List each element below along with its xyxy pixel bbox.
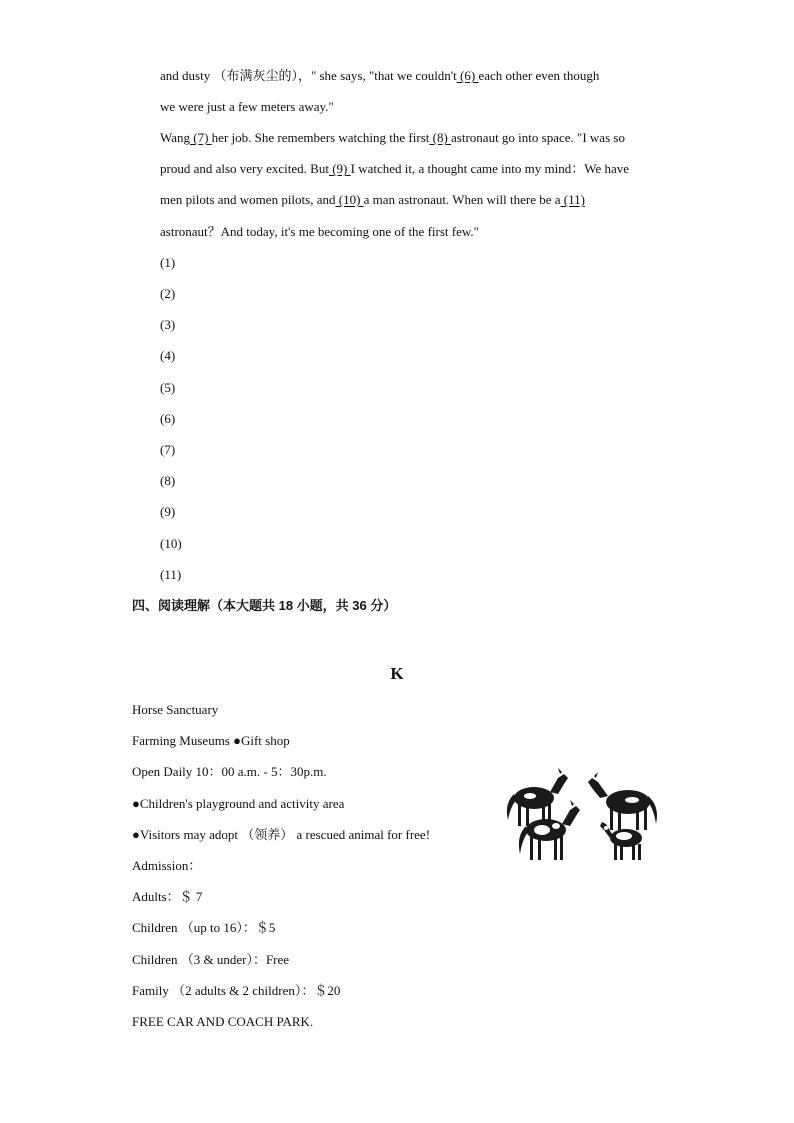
section-heading: 四、阅读理解（本大题共 18 小题，共 36 分）	[132, 598, 397, 613]
passage-line-5	[160, 192, 585, 208]
answer-label: (7)	[160, 442, 176, 457]
passage-line-4	[160, 161, 629, 177]
blank-7: (7)	[190, 130, 212, 145]
passage-line-6: astronaut？And today, it's me becoming one of the first few."	[160, 224, 479, 239]
answer-label: (11)	[160, 567, 182, 582]
passage-title: K	[390, 664, 404, 683]
horses-illustration	[498, 764, 664, 868]
answer-label: (10)	[160, 536, 182, 551]
passage-line-1	[160, 68, 599, 84]
ad-line: Open Daily 10：00 a.m. - 5：30p.m.	[132, 764, 327, 779]
passage-text: each other even though	[478, 68, 600, 83]
answer-label: (5)	[160, 380, 176, 395]
ad-line: Admission：	[132, 858, 202, 873]
passage-text: astronaut go into space. "I was so	[451, 130, 625, 145]
ad-line: ●Children's playground and activity area	[132, 796, 345, 811]
answer-label: (9)	[160, 504, 176, 519]
passage-text: her job. She remembers watching the first	[211, 130, 430, 145]
ad-line: Children （3 & under）：Free	[132, 952, 290, 967]
answer-label: (2)	[160, 286, 176, 301]
answer-label: (4)	[160, 348, 176, 363]
passage-line-3	[160, 130, 625, 146]
answer-label: (8)	[160, 473, 176, 488]
answer-label: (1)	[160, 255, 176, 270]
ad-line: Children （up to 16）：＄5	[132, 920, 276, 935]
ad-line: ●Visitors may adopt （领养） a rescued animal for free!	[132, 827, 431, 842]
ad-line: FREE CAR AND COACH PARK.	[132, 1014, 314, 1029]
blank-6: (6)	[456, 68, 479, 83]
passage-text: and dusty （布满灰尘的），" she says, "that we couldn't	[160, 68, 457, 83]
ad-line: Farming Museums ●Gift shop	[132, 733, 290, 748]
passage-text: proud and also very excited. But	[160, 161, 329, 176]
passage-text: I watched it, a thought came into my mind：We have	[350, 161, 630, 176]
passage-text: a man astronaut. When will there be a	[363, 192, 561, 207]
passage-text: Wang	[160, 130, 190, 145]
answer-label: (3)	[160, 317, 176, 332]
ad-line: Adults：＄ 7	[132, 889, 203, 904]
blank-8: (8)	[429, 130, 452, 145]
blank-9: (9)	[328, 161, 351, 176]
answer-label: (6)	[160, 411, 176, 426]
blank-11: (11)	[560, 192, 585, 207]
blank-10: (10)	[335, 192, 364, 207]
ad-line: Family （2 adults & 2 children）：＄20	[132, 983, 341, 998]
passage-line-2: we were just a few meters away."	[160, 99, 334, 114]
ad-line: Horse Sanctuary	[132, 702, 219, 717]
passage-text: men pilots and women pilots, and	[160, 192, 336, 207]
